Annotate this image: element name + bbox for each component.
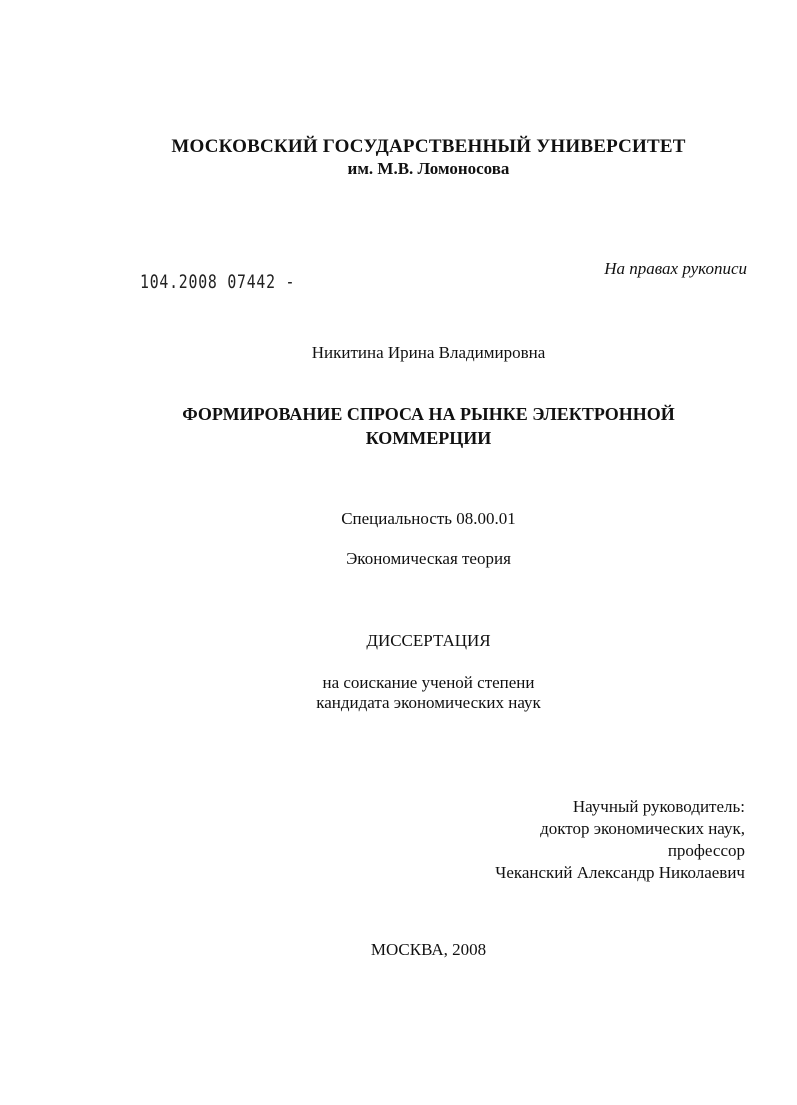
author-name: Никитина Ирина Владимировна xyxy=(311,343,546,362)
university-name: МОСКОВСКИЙ ГОСУДАРСТВЕННЫЙ УНИВЕРСИТЕТ xyxy=(171,136,686,157)
specialty-field: Экономическая теория xyxy=(346,549,511,568)
degree-line-2: кандидата экономических наук xyxy=(316,693,541,712)
manuscript-rights-note: На правах рукописи xyxy=(604,259,747,278)
thesis-title-line-1: ФОРМИРОВАНИЕ СПРОСА НА РЫНКЕ ЭЛЕКТРОННОЙ xyxy=(182,404,675,424)
supervisor-rank: профессор xyxy=(667,841,745,860)
document-type: ДИССЕРТАЦИЯ xyxy=(366,631,491,650)
thesis-title-line-2: КОММЕРЦИИ xyxy=(365,428,492,448)
university-subtitle: им. М.В. Ломоносова xyxy=(347,159,510,178)
specialty-code: Специальность 08.00.01 xyxy=(341,509,516,528)
supervisor-label: Научный руководитель: xyxy=(572,797,745,816)
supervisor-block xyxy=(495,796,745,884)
supervisor-degree: доктор экономических наук, xyxy=(540,819,745,838)
supervisor-name: Чеканский Александр Николаевич xyxy=(495,863,745,882)
degree-line-1: на соискание ученой степени xyxy=(322,673,535,692)
library-stamp-number: 104.2008 07442 - xyxy=(140,271,296,293)
city-year: МОСКВА, 2008 xyxy=(370,940,487,959)
